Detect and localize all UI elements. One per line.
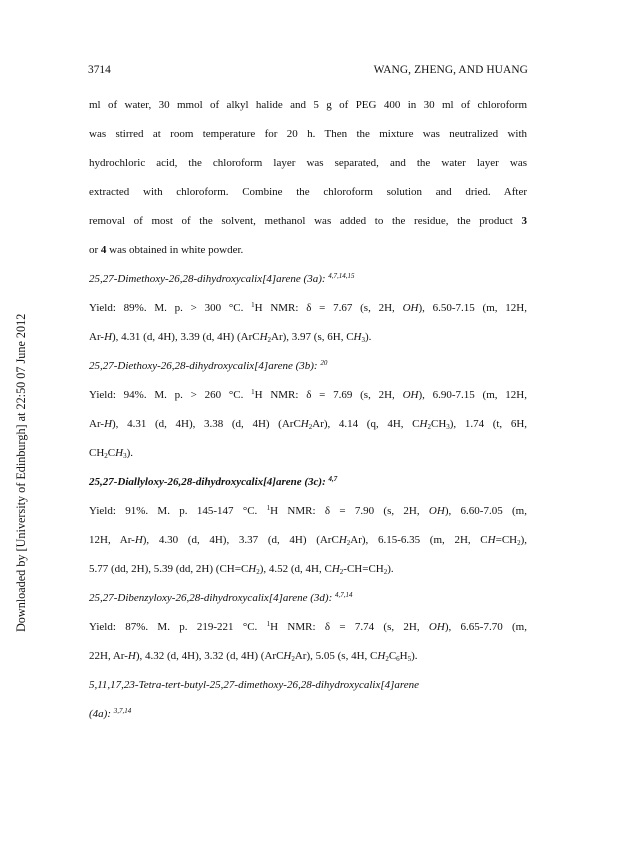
compound-title-3d: 25,27-Dibenzyloxy-26,28-dihydroxycalix[4]arene (3d): $^{4,7,14}$	[89, 591, 353, 604]
body-line: ml of water, 30 mmol of alkyl halide and 5 g of PEG 400 in 30 ml of chloroform	[89, 99, 527, 111]
nmr-line: Ar-H), 4.31 (d, 4H), 3.39 (d, 4H) (ArCH$_2$Ar), 3.97 (s, 6H, $CH_3$).	[89, 331, 372, 344]
compound-3-ref: 3	[521, 215, 527, 227]
body-line: removal of most of the solvent, methanol was added to the residue, the product 3	[89, 215, 527, 227]
compound-title-3a: 25,27-Dimethoxy-26,28-dihydroxycalix[4]arene (3a): $^{4,7,14,15}$	[89, 272, 355, 285]
compound-title-4a-cont: (4a): $^{3,7,14}$	[89, 707, 132, 720]
body-line: hydrochloric acid, the chloroform layer was separated, and the water layer was	[89, 157, 527, 169]
download-notice: Downloaded by [University of Edinburgh] at 22:50 07 June 2012	[14, 313, 28, 632]
compound-title-3b: 25,27-Diethoxy-26,28-dihydroxycalix[4]arene (3b): $^{20}$	[89, 359, 328, 372]
citation: 20	[320, 359, 328, 367]
nmr-line: 12H, Ar-H), 4.30 (d, 4H), 3.37 (d, 4H) (ArCH$_2$Ar), 6.15-6.35 (m, 2H, $CH=CH_2$),	[89, 534, 528, 547]
compound-4-ref: 4	[100, 244, 107, 256]
nmr-line: $CH_2CH_3$).	[89, 447, 133, 460]
nmr-line: Yield: 89%. M. p. > 300 °C. $^1$H NMR: δ = 7.67 (s, 2H, OH), 6.50-7.15 (m, 12H,	[89, 301, 527, 314]
body-line: was stirred at room temperature for 20 h. Then the mixture was neutralized with	[89, 128, 527, 140]
citation: 3,7,14	[113, 707, 132, 715]
citation: 4,7,14	[335, 591, 353, 599]
body-line: extracted with chloroform. Combine the chloroform solution and dried. After	[89, 186, 527, 198]
page-number: 3714	[88, 64, 111, 76]
nmr-line: Yield: 87%. M. p. 219-221 °C. $^1$H NMR: δ = 7.74 (s, 2H, OH), 6.65-7.70 (m,	[89, 620, 527, 633]
compound-title-3c: 25,27-Diallyloxy-26,28-dihydroxycalix[4]arene (3c): $^{4,7}$	[89, 475, 338, 488]
running-title: WANG, ZHENG, AND HUANG	[373, 64, 528, 76]
citation: 4,7	[328, 475, 338, 483]
body-line: or 4 was obtained in white powder.	[89, 244, 244, 256]
citation: 4,7,14,15	[328, 272, 355, 280]
nmr-line: 5.77 (dd, 2H), 5.39 (dd, 2H) $(CH=CH_2)$, 4.52 (d, 4H, $CH_2-CH=CH_2$).	[89, 563, 394, 576]
nmr-line: Yield: 94%. M. p. > 260 °C. $^1$H NMR: δ = 7.69 (s, 2H, OH), 6.90-7.15 (m, 12H,	[89, 388, 527, 401]
compound-title-4a: 5,11,17,23-Tetra-tert-butyl-25,27-dimethoxy-26,28-dihydroxycalix[4]arene	[89, 679, 420, 691]
nmr-line: Ar-H), 4.31 (d, 4H), 3.38 (d, 4H) (ArCH$_2$Ar), 4.14 (q, 4H, $CH_2CH_3$), 1.74 (t, 6H,	[89, 418, 528, 431]
nmr-line: 22H, Ar-H), 4.32 (d, 4H), 3.32 (d, 4H) (ArCH$_2$Ar), 5.05 (s, 4H, $CH_2C_6H_5$).	[89, 650, 418, 663]
nmr-line: Yield: 91%. M. p. 145-147 °C. $^1$H NMR: δ = 7.90 (s, 2H, OH), 6.60-7.05 (m,	[89, 504, 527, 517]
